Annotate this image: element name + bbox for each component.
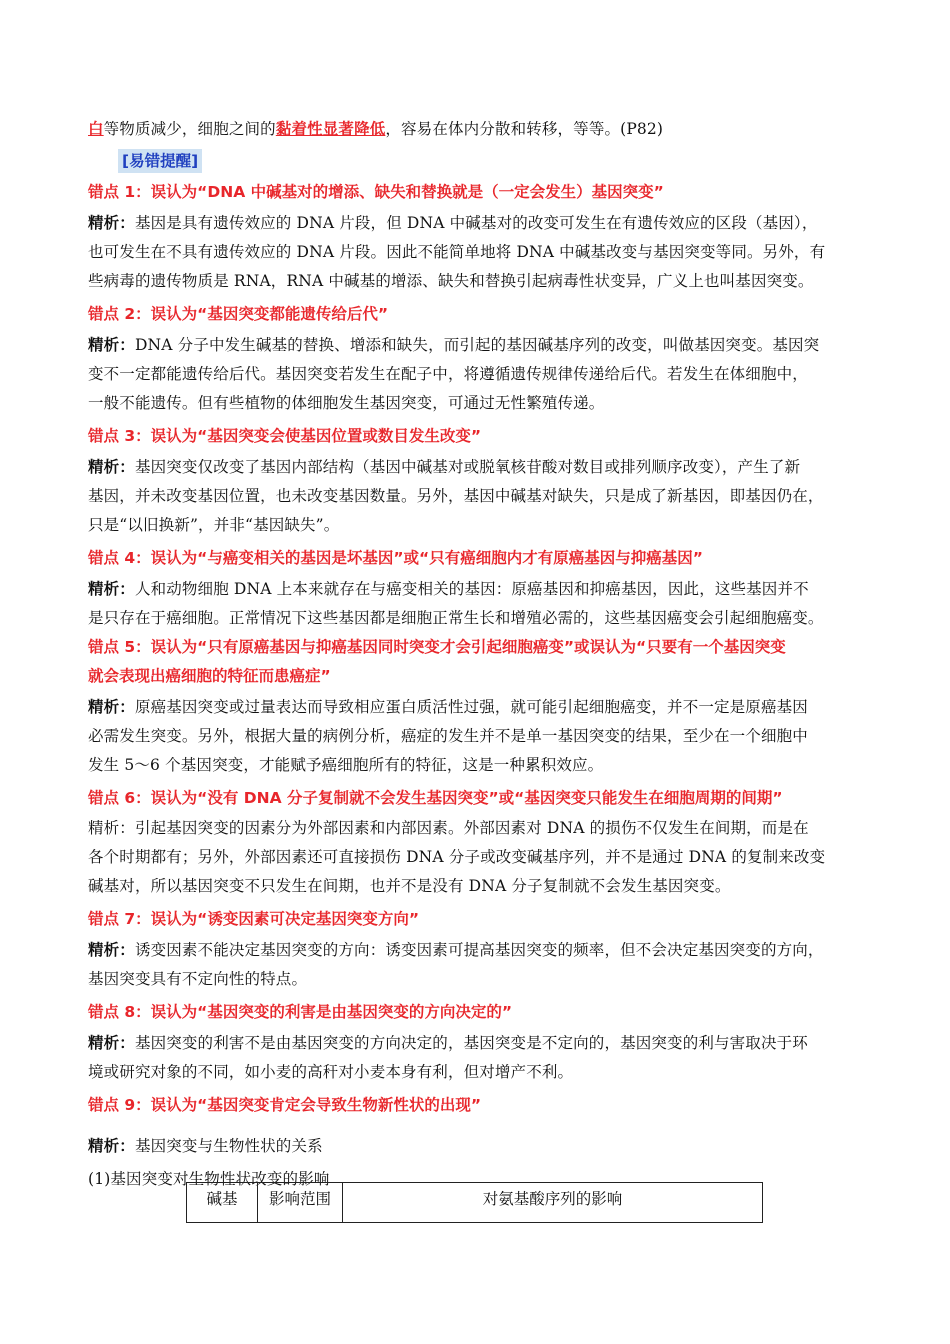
analysis-line: DNA 分子中发生碱基的替换、增添和缺失，而引起的基因碱基序列的改变，叫做基因突变。基因突 bbox=[134, 336, 820, 354]
analysis-line: 基因突变与生物性状的关系 bbox=[134, 1137, 323, 1155]
analysis-label: 精析： bbox=[88, 457, 135, 476]
analysis-line: 基因突变的利害不是由基因突变的方向决定的，基因突变是不定向的，基因突变的利与害取决于环 bbox=[134, 1034, 808, 1052]
error-title-7: 错点 7：误认为“诱变因素可决定基因突变方向” bbox=[88, 910, 420, 928]
analysis-line: 基因突变具有不定向性的特点。 bbox=[88, 970, 308, 988]
error-analysis-4 bbox=[88, 574, 868, 633]
subheading: (1)基因突变对生物性状改变的影响 bbox=[88, 1170, 330, 1188]
section-badge-row bbox=[88, 146, 868, 175]
error-analysis-1 bbox=[88, 208, 868, 296]
analysis-label: 精析： bbox=[88, 940, 135, 959]
error-title-1: 错点 1：误认为“DNA 中碱基对的增添、缺失和替换就是（一定会发生）基因突变” bbox=[88, 183, 664, 201]
error-analysis-8 bbox=[88, 1028, 868, 1087]
analysis-line: 基因突变仅改变了基因内部结构（基因中碱基对或脱氧核苷酸对数目或排列顺序改变），产生了新 bbox=[134, 458, 801, 476]
intro-highlight-1: 白 bbox=[88, 119, 104, 138]
analysis-line: 碱基对，所以基因突变不只发生在间期，也并不是没有 DNA 分子复制就不会发生基因突变。 bbox=[88, 877, 731, 895]
analysis-label: 精析： bbox=[88, 1136, 135, 1155]
analysis-line: 些病毒的遗传物质是 RNA，RNA 中碱基的增添、缺失和替换引起病毒性状变异，广义上也叫基因突变。 bbox=[88, 272, 814, 290]
table-header-cell: 对氨基酸序列的影响 bbox=[343, 1183, 763, 1223]
table-header-cell: 碱基 bbox=[187, 1183, 258, 1223]
effect-table bbox=[186, 1182, 763, 1223]
analysis-line: 一般不能遗传。但有些植物的体细胞发生基因突变，可通过无性繁殖传递。 bbox=[88, 394, 605, 412]
analysis-line: 引起基因突变的因素分为外部因素和内部因素。外部因素对 DNA 的损伤不仅发生在间期，而是在 bbox=[134, 819, 809, 837]
error-analysis-3 bbox=[88, 452, 868, 540]
analysis-line: 只是“以旧换新”，并非“基因缺失”。 bbox=[88, 516, 340, 534]
analysis-label: 精析： bbox=[88, 579, 135, 598]
error-analysis-9 bbox=[88, 1131, 868, 1161]
intro-text-1: 等物质减少，细胞之间的 bbox=[103, 120, 276, 138]
error-title-6: 错点 6：误认为“没有 DNA 分子复制就不会发生基因突变”或“基因突变只能发生在细胞周期的间期” bbox=[88, 789, 783, 807]
analysis-line: 诱变因素不能决定基因突变的方向：诱变因素可提高基因突变的频率，但不会决定基因突变的方向， bbox=[134, 941, 824, 959]
analysis-line: 也可发生在不具有遗传效应的 DNA 片段。因此不能简单地将 DNA 中碱基改变与基因突变等同。另外，有 bbox=[88, 243, 826, 261]
error-title-4: 错点 4：误认为“与癌变相关的基因是坏基因”或“只有癌细胞内才有原癌基因与抑癌基因” bbox=[88, 549, 703, 567]
table-header-row bbox=[187, 1183, 763, 1223]
error-title-3: 错点 3：误认为“基因突变会使基因位置或数目发生改变” bbox=[88, 427, 482, 445]
error-analysis-7 bbox=[88, 935, 868, 994]
error-analysis-6 bbox=[88, 814, 868, 901]
analysis-label-plain: 精析： bbox=[88, 819, 135, 837]
section-badge: [易错提醒] bbox=[118, 149, 202, 173]
analysis-line: 人和动物细胞 DNA 上本来就存在与癌变相关的基因：原癌基因和抑癌基因，因此，这些基因并不 bbox=[134, 580, 809, 598]
error-title-5-cont: 就会表现出癌细胞的特征而患癌症” bbox=[88, 667, 331, 685]
analysis-line: 原癌基因突变或过量表达而导致相应蛋白质活性过强，就可能引起细胞癌变，并不一定是原癌基因 bbox=[134, 698, 808, 716]
error-title-2: 错点 2：误认为“基因突变都能遗传给后代” bbox=[88, 305, 389, 323]
analysis-line: 变不一定都能遗传给后代。基因突变若发生在配子中，将遵循遗传规律传递给后代。若发生在体细胞中， bbox=[88, 365, 808, 383]
analysis-line: 基因是具有遗传效应的 DNA 片段，但 DNA 中碱基对的改变可发生在有遗传效应的区段（基因）， bbox=[134, 214, 818, 232]
document-page bbox=[88, 114, 868, 1194]
analysis-line: 各个时期都有；另外，外部因素还可直接损伤 DNA 分子或改变碱基序列，并不是通过 DNA 的复制来改变 bbox=[88, 848, 826, 866]
analysis-line: 必需发生突变。另外，根据大量的病例分析，癌症的发生并不是单一基因突变的结果，至少在一个细胞中 bbox=[88, 727, 808, 745]
intro-text-2: ，容易在体内分散和转移，等等。(P82) bbox=[385, 120, 664, 138]
analysis-line: 基因，并未改变基因位置，也未改变基因数量。另外，基因中碱基对缺失，只是成了新基因，即基因仍在， bbox=[88, 487, 824, 505]
error-title-5: 错点 5：误认为“只有原癌基因与抑癌基因同时突变才会引起细胞癌变”或误认为“只要有一个基因突变 bbox=[88, 638, 786, 656]
analysis-line: 发生 5～6 个基因突变，才能赋予癌细胞所有的特征，这是一种累积效应。 bbox=[88, 756, 604, 774]
intro-paragraph bbox=[88, 114, 868, 144]
error-title-8: 错点 8：误认为“基因突变的利害是由基因突变的方向决定的” bbox=[88, 1003, 513, 1021]
error-analysis-5 bbox=[88, 692, 868, 780]
error-title-9: 错点 9：误认为“基因突变肯定会导致生物新性状的出现” bbox=[88, 1096, 482, 1114]
analysis-label: 精析： bbox=[88, 697, 135, 716]
analysis-label: 精析： bbox=[88, 213, 135, 232]
analysis-line: 境或研究对象的不同，如小麦的高秆对小麦本身有利，但对增产不利。 bbox=[88, 1063, 574, 1081]
intro-highlight-2: 黏着性显著降低 bbox=[275, 119, 386, 138]
table-header-cell: 影响范围 bbox=[258, 1183, 343, 1223]
analysis-line: 是只存在于癌细胞。正常情况下这些基因都是细胞正常生长和增殖必需的，这些基因癌变会引起细胞癌变。 bbox=[88, 609, 824, 627]
analysis-label: 精析： bbox=[88, 335, 135, 354]
analysis-label: 精析： bbox=[88, 1033, 135, 1052]
error-analysis-2 bbox=[88, 330, 868, 418]
